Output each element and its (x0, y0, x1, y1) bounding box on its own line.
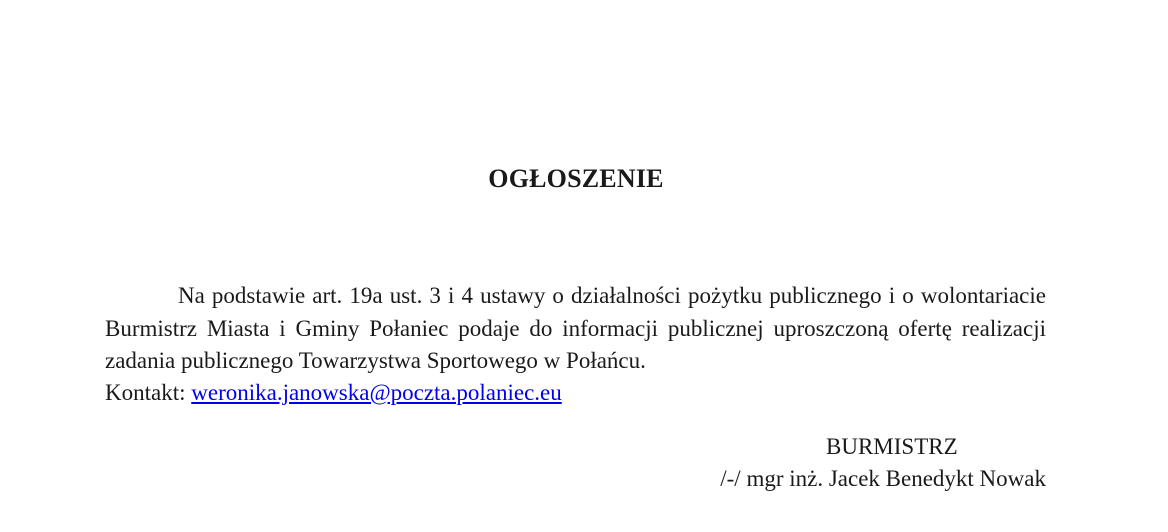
contact-email-link[interactable]: weronika.janowska@poczta.polaniec.eu (191, 380, 562, 405)
document-title: OGŁOSZENIE (488, 164, 664, 193)
contact-label: Kontakt: (105, 380, 186, 405)
signature-name: /-/ mgr inż. Jacek Benedykt Nowak (720, 466, 1046, 491)
signature-role: BURMISTRZ (826, 434, 958, 459)
announcement-paragraph: Na podstawie art. 19a ust. 3 i 4 ustawy o działalności pożytku publicznego i o wolontariacie Burmistrz Miasta i Gminy Połaniec podaje do informacji publicznej uproszczoną ofertę realizacji zadania publicznego Towarzystwa Sportowego w Połańcu. (105, 283, 1046, 373)
contact-line (105, 377, 562, 410)
